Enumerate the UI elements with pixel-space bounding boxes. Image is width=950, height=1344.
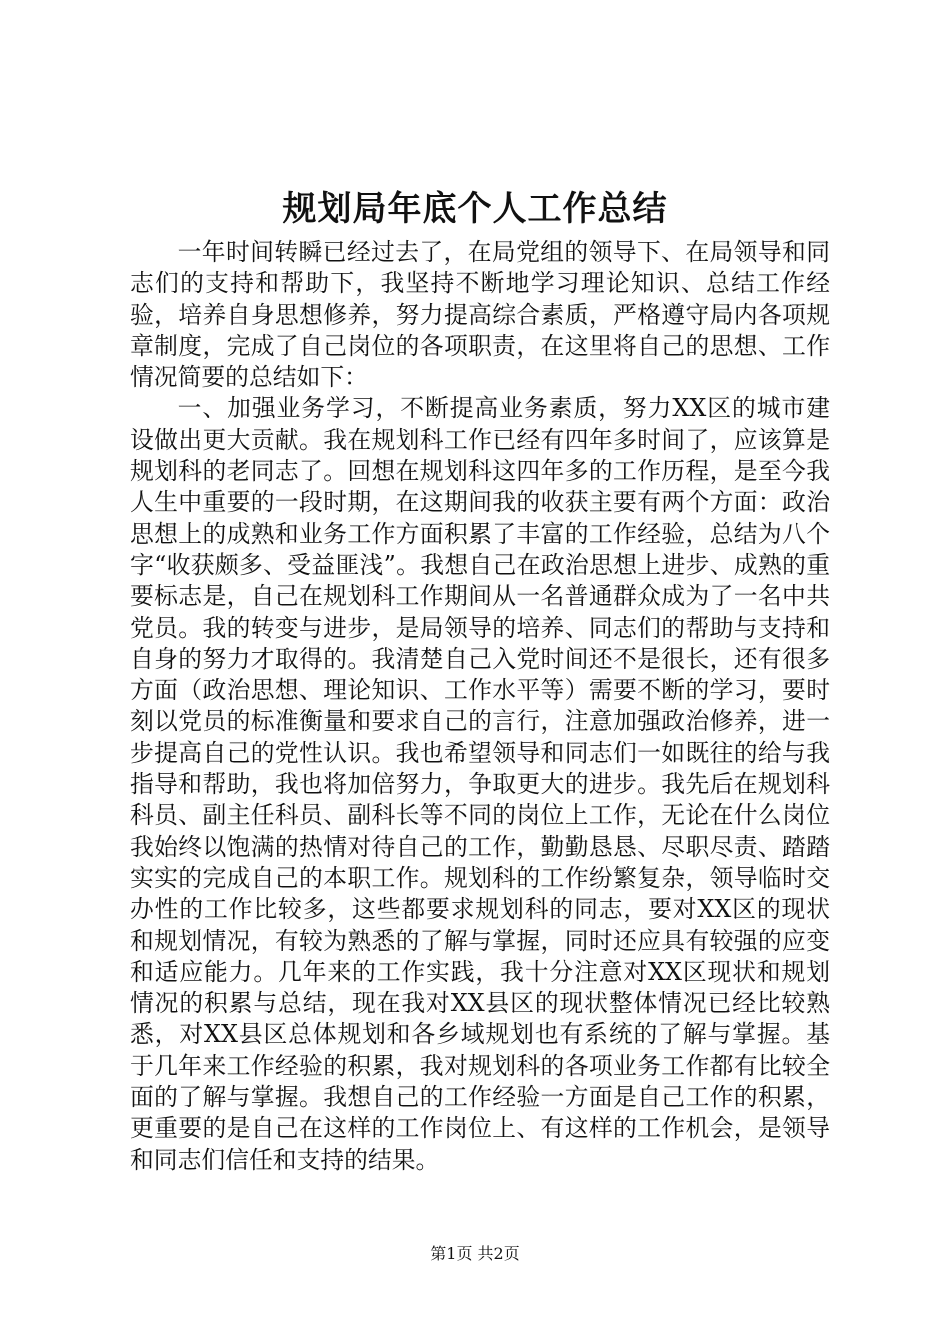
intro-paragraph: 一年时间转瞬已经过去了，在局党组的领导下、在局领导和同志们的支持和帮助下，我坚持不断地学习理论知识、总结工作经验，培养自身思想修养，努力提高综合素质，严格遵守局内各项规章制度，完成了自己岗位的各项职责，在这里将自己的思想、工作情况简要的总结如下： bbox=[130, 238, 830, 392]
section-one-paragraph: 一、加强业务学习，不断提高业务素质，努力XX区的城市建设做出更大贡献。我在规划科工作已经有四年多时间了，应该算是规划科的老同志了。回想在规划科这四年多的工作历程，是至今我人生中重要的一段时期，在这期间我的收获主要有两个方面：政治思想上的成熟和业务工作方面积累了丰富的工作经验，总结为八个字“收获颇多、受益匪浅”。我想自己在政治思想上进步、成熟的重要标志是，自己在规划科工作期间从一名普通群众成为了一名中共党员。我的转变与进步，是局领导的培养、同志们的帮助与支持和自身的努力才取得的。我清楚自己入党时间还不是很长，还有很多方面（政治思想、理论知识、工作水平等）需要不断的学习，要时刻以党员的标准衡量和要求自己的言行，注意加强政治修养，进一步提高自己的党性认识。我也希望领导和同志们一如既往的给与我指导和帮助，我也将加倍努力，争取更大的进步。我先后在规划科科员、副主任科员、副科长等不同的岗位上工作，无论在什么岗位我始终以饱满的热情对待自己的工作，勤勤恳恳、尽职尽责、踏踏实实的完成自己的本职工作。规划科的工作纷繁复杂，领导临时交办性的工作比较多，这些都要求规划科的同志，要对XX区的现状和规划情况，有较为熟悉的了解与掌握，同时还应具有较强的应变和适应能力。几年来的工作实践，我十分注意对XX区现状和规划情况的积累与总结，现在我对XX县区的现状整体情况已经比较熟悉，对XX县区总体规划和各乡域规划也有系统的了解与掌握。基于几年来工作经验的积累，我对规划科的各项业务工作都有比较全面的了解与掌握。我想自己的工作经验一方面是自己工作的积累，更重要的是自己在这样的工作岗位上、有这样的工作机会，是领导和同志们信任和支持的结果。 bbox=[130, 394, 830, 1174]
document-title: 规划局年底个人工作总结 bbox=[282, 189, 668, 229]
page-number-footer: 第1页 共2页 bbox=[430, 1244, 520, 1263]
document-body bbox=[130, 237, 830, 1176]
